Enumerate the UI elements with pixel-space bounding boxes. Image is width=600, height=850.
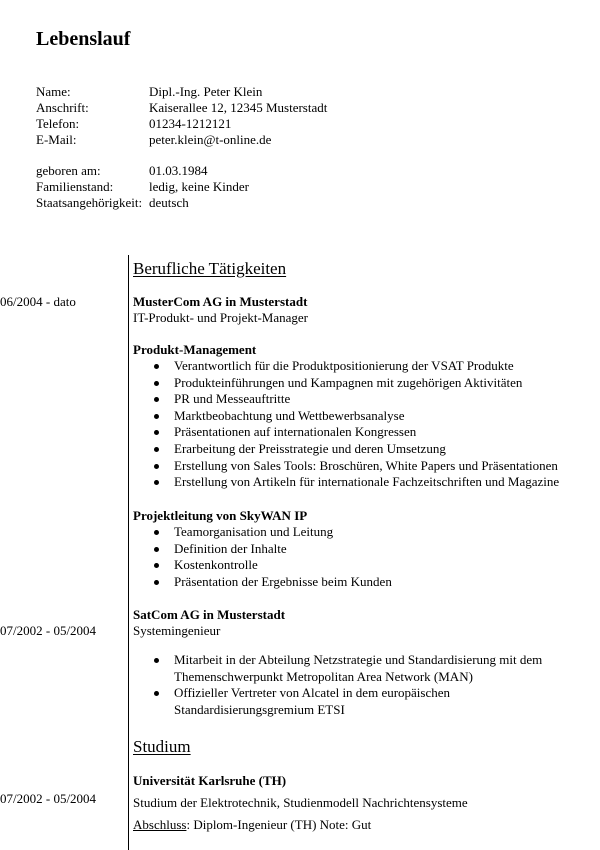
address-label: Anschrift: [36,100,89,115]
list-item: Präsentation der Ergebnisse beim Kunden [133,574,593,591]
product-management-block [133,342,593,491]
address-value: Kaiserallee 12, 12345 Musterstadt [149,100,328,115]
list-item: Produkteinführungen und Kampagnen mit zugehörigen Aktivitäten [133,375,593,392]
job1-company: MusterCom AG in Musterstadt [133,294,308,309]
list-item: Offizieller Vertreter von Alcatel in dem europäischen Standardisierungsgremium ETSI [133,685,573,718]
name-value: Dipl.-Ing. Peter Klein [149,84,263,99]
section-heading-studies: Studium [133,737,191,756]
list-item: PR und Messeauftritte [133,391,593,408]
job1-role: IT-Produkt- und Projekt-Manager [133,310,308,325]
birthdate-value: 01.03.1984 [149,163,208,178]
list-item: Erstellung von Artikeln für internationale Fachzeitschriften und Magazine [133,474,593,491]
list-item: Verantwortlich für die Produktpositionierung der VSAT Produkte [133,358,593,375]
university-name: Universität Karlsruhe (TH) [133,773,287,788]
studies-date: 07/2002 - 05/2004 [0,791,97,806]
studies-course: Studium der Elektrotechnik, Studienmodell Nachrichtensysteme [133,795,468,810]
list-item: Präsentationen auf internationalen Kongressen [133,424,593,441]
project-lead-heading: Projektleitung von SkyWAN IP [133,508,308,523]
job2-list-block [133,652,573,718]
marital-status-value: ledig, keine Kinder [149,179,249,194]
job1-date: 06/2004 - dato [0,294,76,309]
timeline-divider [128,255,129,850]
list-item: Mitarbeit in der Abteilung Netzstrategie und Standardisierung mit dem Themenschwerpunkt Metropolitan Area Network (MAN) [133,652,573,685]
job2-list [133,652,573,718]
product-management-list [133,358,593,491]
job2-block [133,607,593,639]
list-item: Kostenkontrolle [133,557,593,574]
degree-label: Abschluss [133,817,187,832]
project-lead-list [133,524,593,590]
job2-role: Systemingenieur [133,623,221,638]
job1-block [133,294,593,326]
list-item: Definition der Inhalte [133,541,593,558]
list-item: Erarbeitung der Preisstrategie und deren Umsetzung [133,441,593,458]
email-value: peter.klein@t-online.de [149,132,272,147]
email-label: E-Mail: [36,132,77,147]
studies-university [133,773,593,789]
list-item: Teamorganisation und Leitung [133,524,593,541]
birthdate-label: geboren am: [36,163,101,178]
marital-status-label: Familienstand: [36,179,114,194]
phone-label: Telefon: [36,116,80,131]
page-title: Lebenslauf [36,28,131,50]
list-item: Marktbeobachtung und Wettbewerbsanalyse [133,408,593,425]
name-label: Name: [36,84,71,99]
product-management-heading: Produkt-Management [133,342,257,357]
section-heading-work: Berufliche Tätigkeiten [133,259,287,278]
nationality-value: deutsch [149,195,189,210]
job2-date: 07/2002 - 05/2004 [0,623,97,638]
job2-company: SatCom AG in Musterstadt [133,607,286,622]
studies-degree [133,817,593,833]
list-item: Erstellung von Sales Tools: Broschüren, White Papers und Präsentationen [133,458,593,475]
phone-value: 01234-1212121 [149,116,232,131]
nationality-label: Staatsangehörigkeit: [36,195,143,210]
project-lead-block [133,508,593,590]
degree-value: : Diplom-Ingenieur (TH) Note: Gut [186,817,372,832]
